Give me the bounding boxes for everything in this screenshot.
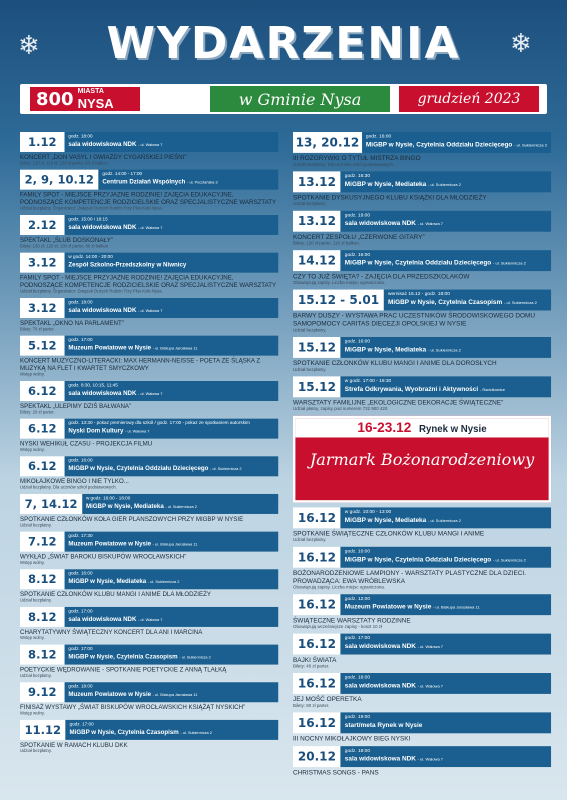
event-title: III NOCNY MIKOŁAJKOWY BIEG NYSKI bbox=[293, 734, 411, 743]
event-address: - ul. Sukiennicza 2 bbox=[427, 348, 461, 354]
event-time: godz. 13:30 - pokaz premierowy dla szkół / godz. 17:00 - pokaz ze spotkaniem autorskim bbox=[68, 420, 250, 426]
event-address: - ul. Wałowa 7 bbox=[417, 644, 444, 650]
event-address: - ul. Wałowa 7 bbox=[138, 308, 163, 314]
event-header bbox=[20, 720, 278, 740]
event-date: 1.12 bbox=[20, 132, 65, 152]
event-time: godz. 16:00 bbox=[68, 571, 93, 577]
event-place: Muzeum Powiatowe w Nysie - ul. Biskupa Jarosława 11 bbox=[68, 344, 198, 352]
event-location-box bbox=[66, 720, 278, 740]
event-title: MIKOŁAJKOWE BINGO I NIE TYLKO... bbox=[20, 477, 129, 485]
event-note: Bilety: 130 zł, 120 zł, 100 zł parter, 80 zł balkon bbox=[20, 244, 109, 249]
event-time: godz. 16:00 bbox=[365, 134, 392, 140]
event-date: 13.12 bbox=[293, 211, 341, 232]
event-place: sala widowiskowa NDK - ul. Wałowa 7 bbox=[68, 615, 163, 623]
event-location-box bbox=[65, 532, 278, 552]
event-date: 6.12 bbox=[20, 419, 65, 439]
event-date: 13, 20.12 bbox=[293, 132, 362, 153]
event-location-box bbox=[82, 494, 278, 514]
event-item bbox=[20, 607, 278, 642]
event-time: godz. 17:00 bbox=[68, 609, 93, 614]
event-item bbox=[20, 494, 278, 529]
event-location-box bbox=[384, 290, 551, 311]
event-item bbox=[20, 419, 278, 454]
event-item bbox=[20, 645, 278, 680]
event-note: Udział płatny, zapisy pod numerem 732 900 420 bbox=[293, 406, 388, 412]
event-header bbox=[293, 594, 551, 615]
event-note: Wstęp wolny. bbox=[20, 711, 45, 717]
event-address: - ul. Sukiennicza 2 bbox=[427, 182, 461, 188]
event-title: POETYCKIE WĘDROWANIE - SPOTKANIE POETYCKIE Z ANNĄ TLAŁKĄ bbox=[20, 666, 227, 674]
event-location-box bbox=[341, 250, 551, 271]
event-note: Bilety: 40 zł parter. bbox=[293, 664, 330, 669]
event-title: CZY TO JUŻ ŚWIĘTA? - ZAJĘCIA DLA PRZEDSZKOLAKÓW bbox=[293, 272, 470, 280]
event-title: WARSZTATY FAMILIJNE „EKOLOGICZNE DEKORACJE ŚWIĄTECZNE” bbox=[293, 398, 504, 407]
left-column bbox=[20, 132, 278, 758]
event-date: 6.12 bbox=[20, 381, 65, 401]
event-place: MiGBP w Nysie, Czytelnia Czasopism - ul. Sukiennicza 2 bbox=[68, 653, 211, 660]
event-place: Nyski Dom Kultury - ul. Wałowa 7 bbox=[68, 427, 150, 435]
event-place: Centrum Działań Wspólnych - ul. Pocztańska 3 bbox=[102, 178, 218, 186]
event-item bbox=[293, 290, 551, 334]
event-item bbox=[20, 215, 278, 250]
event-place: sala widowiskowa NDK - ul. Wałowa 7 bbox=[344, 219, 444, 227]
event-header bbox=[20, 170, 278, 190]
event-address: - ul. Biskupa Jarosława 11 bbox=[152, 542, 198, 547]
event-header bbox=[20, 569, 278, 589]
event-address: - ul. Wałowa 7 bbox=[125, 429, 150, 435]
event-time: godz. 17:00 bbox=[68, 646, 93, 652]
event-note: Udział bezpłatny. Organizator: Związek Dużych Rodzin Trzy Plus Koło Nysa. bbox=[20, 206, 163, 212]
event-time: godz. 18:00 bbox=[68, 300, 93, 305]
header-banner bbox=[20, 84, 547, 114]
event-time: w godz. 17:00 - 18:30 bbox=[344, 378, 392, 384]
event-date: 6.12 bbox=[20, 456, 65, 476]
event-item bbox=[20, 336, 278, 378]
event-title: KONCERT MUZYCZNO-LITERACKI: MAX HERMANN-NEISSE - POETA ZE ŚLĄSKA Z MUZYKĄ NA FLET I KWARTET SMYCZKOWY bbox=[20, 357, 261, 372]
event-location-box bbox=[65, 419, 278, 439]
event-header bbox=[293, 746, 551, 767]
event-header bbox=[20, 456, 278, 476]
event-address: - ul. Wałowa 7 bbox=[138, 617, 163, 623]
snowflake-icon: ❄ bbox=[510, 28, 532, 58]
event-title: CHRISTMAS SONGS - PANS bbox=[293, 768, 379, 776]
event-header bbox=[20, 645, 278, 665]
event-note: Udział bezpłatny. Organizator: Związek Dużych Rodzin Trzy Plus Koło Nysa. bbox=[20, 289, 163, 295]
event-location-box bbox=[341, 171, 551, 192]
jarmark-box bbox=[293, 416, 551, 503]
event-note: Bilety: 80 zł parter. bbox=[293, 703, 330, 709]
event-header bbox=[20, 253, 278, 273]
logo-number: 800 bbox=[36, 88, 74, 110]
event-title: FAMILY SPOT - MIEJSCE PRZYJAZNE RODZINIE! ZAJĘCIA EDUKACYJNE, PODNOSZĄCE KOMPETENCJE RODZICIELSKIE ORAZ SPECJALISTYCZNE WARSZTATY bbox=[20, 274, 277, 289]
event-note: Obowiązują zapisy. Liczba miejsc ograniczona. bbox=[293, 280, 386, 286]
event-place: start/meta Rynek w Nysie bbox=[344, 721, 423, 729]
event-header bbox=[293, 634, 551, 655]
event-item bbox=[293, 376, 551, 412]
event-note: Wstęp wolny. bbox=[20, 560, 45, 566]
event-time: godz. 16:00 bbox=[344, 339, 371, 345]
event-title: BAJKI ŚWIATA bbox=[293, 656, 337, 664]
event-time: w godz. 16:00 - 18:00 bbox=[85, 496, 131, 501]
event-location-box bbox=[341, 547, 551, 568]
event-location-box bbox=[341, 211, 551, 232]
event-item bbox=[293, 337, 551, 373]
event-time: godz. 8:30, 10:15, 11:45 bbox=[68, 383, 118, 388]
event-item bbox=[20, 253, 278, 295]
event-title: SPOTKANIE DYSKUSYJNEGO KLUBU KSIĄŻKI DLA MŁODZIEŻY bbox=[293, 193, 487, 202]
event-location-box bbox=[65, 569, 278, 589]
event-address: - ul. Wałowa 7 bbox=[138, 225, 163, 231]
event-place: sala widowiskowa NDK - ul. Wałowa 7 bbox=[344, 642, 444, 650]
event-address: - ul. Sukiennicza 2 bbox=[180, 730, 212, 736]
event-header bbox=[293, 171, 551, 192]
event-address: - ul. Sukiennicza 2 bbox=[147, 580, 180, 585]
event-title: WYKŁAD „ŚWIAT BAROKU BISKUPÓW WROCŁAWSKICH” bbox=[20, 553, 187, 561]
event-header bbox=[20, 336, 278, 356]
event-item bbox=[20, 720, 278, 755]
event-place: MiGBP w Nysie, Mediateka - ul. Sukiennicza 2 bbox=[68, 577, 180, 585]
event-time: godz. 19:00 bbox=[344, 213, 371, 219]
event-date: 8.12 bbox=[20, 569, 65, 589]
event-location-box bbox=[341, 337, 551, 358]
event-title: SPOTKANIE W RAMACH KLUBU DKK bbox=[20, 741, 128, 749]
event-header bbox=[20, 298, 278, 318]
event-location-box bbox=[341, 634, 551, 655]
event-date: 2, 9, 10.12 bbox=[20, 170, 99, 190]
event-place: MiGBP w Nysie, Czytelnia Czasopism - ul. Sukiennicza 2 bbox=[69, 728, 212, 736]
event-address: - ul. Wałowa 7 bbox=[417, 684, 444, 690]
event-header bbox=[293, 547, 551, 568]
event-item bbox=[20, 381, 278, 416]
event-title: SPOTKANIE CZŁONKÓW KLUBU MANGI I ANIME DLA MŁODZIEŻY bbox=[20, 590, 211, 598]
event-location-box bbox=[65, 456, 278, 476]
event-item bbox=[293, 171, 551, 207]
right-events-bottom bbox=[293, 507, 551, 776]
event-note: Wstęp wolny. bbox=[20, 636, 45, 641]
event-time: w godz. 10:00 - 13:00 bbox=[344, 509, 392, 515]
event-location-box bbox=[341, 712, 551, 733]
event-title: NYSKI WEHIKUŁ CZASU - PROJEKCJA FILMU bbox=[20, 440, 153, 448]
event-location-box bbox=[341, 376, 551, 397]
event-address: - ul. Wałowa 7 bbox=[138, 142, 163, 148]
event-item bbox=[20, 532, 278, 567]
event-place: Muzeum Powiatowe w Nysie - ul. Biskupa Jarosława 11 bbox=[344, 603, 480, 611]
event-time: godz. 18:00 bbox=[68, 134, 93, 139]
event-time: godz. 16:00 bbox=[68, 458, 93, 464]
event-title: SPEKTAKL „ULEPIMY DZIŚ BAŁWANA” bbox=[20, 402, 132, 410]
event-time: godz. 18:00 bbox=[344, 675, 371, 681]
event-item bbox=[293, 547, 551, 591]
event-address: - ul. Biskupa Jarosława 11 bbox=[433, 605, 480, 611]
event-location-box bbox=[65, 381, 278, 401]
event-header bbox=[20, 682, 278, 702]
event-place: MiGBP w Nysie, Mediateka - ul. Sukiennicza 2 bbox=[344, 345, 461, 354]
event-header bbox=[293, 337, 551, 358]
event-location-box bbox=[65, 607, 278, 627]
event-address: - ul. Sukiennicza 2 bbox=[210, 467, 242, 472]
event-header bbox=[293, 712, 551, 733]
event-date: 20.12 bbox=[293, 746, 341, 767]
event-note: Udział bezpłatny. Dla uczniów szkół podstawowych. bbox=[20, 485, 117, 491]
event-header bbox=[293, 132, 551, 153]
event-place: sala widowiskowa NDK - ul. Wałowa 7 bbox=[68, 389, 163, 397]
event-header bbox=[293, 290, 551, 311]
event-time: w godz. 14:00 - 20:00 bbox=[68, 254, 113, 260]
event-header bbox=[20, 419, 278, 439]
event-note: Udział bezpłatny. bbox=[293, 328, 327, 333]
event-note: Bilety: 70 zł parter. bbox=[20, 327, 55, 332]
event-item bbox=[20, 298, 278, 333]
event-item bbox=[293, 634, 551, 670]
event-note: Bilety: 120 zł parter, 110 zł balkon. bbox=[293, 241, 361, 247]
event-place: sala widowiskowa NDK - ul. Wałowa 7 bbox=[344, 681, 444, 690]
event-time: godz. 17:30 bbox=[68, 533, 93, 539]
event-item bbox=[293, 746, 551, 777]
event-note: Bilety: 120 zł, 110 zł, 100 zł parter, 60 zł balkon. bbox=[20, 161, 109, 166]
event-address: - ul. Sukiennicza 2 bbox=[493, 558, 526, 563]
event-item bbox=[293, 673, 551, 709]
event-item bbox=[20, 170, 278, 212]
event-date: 16.12 bbox=[293, 547, 341, 568]
event-location-box bbox=[65, 253, 278, 273]
event-note: Udział bezpłatny. bbox=[20, 523, 52, 528]
event-note: Bilety: 20 zł parter. bbox=[20, 410, 55, 415]
event-place: Zespół Szkolno-Przedszkolny w Niwnicy bbox=[68, 261, 187, 269]
event-time: godz. 16:00 bbox=[344, 252, 371, 258]
event-header bbox=[293, 250, 551, 271]
event-location-box bbox=[341, 507, 551, 528]
event-location-box bbox=[65, 298, 278, 318]
event-date: 16.12 bbox=[293, 594, 341, 615]
event-location-box bbox=[65, 132, 278, 152]
event-date: 16.12 bbox=[293, 634, 341, 655]
event-address: - Radzikowice bbox=[479, 387, 505, 393]
right-column bbox=[293, 132, 551, 780]
event-date: 3.12 bbox=[20, 253, 65, 273]
event-location-box bbox=[65, 336, 278, 356]
event-header bbox=[20, 607, 278, 627]
event-item bbox=[293, 507, 551, 543]
event-item bbox=[20, 682, 278, 717]
event-address: - ul. Sukiennicza 2 bbox=[493, 261, 526, 267]
event-title: SPEKTAKL „OKNO NA PARLAMENT” bbox=[20, 319, 124, 327]
event-time: wernisaż 15.12 - godz. 18:00 bbox=[387, 291, 450, 297]
event-date: 13.12 bbox=[293, 171, 341, 192]
event-item bbox=[293, 132, 551, 168]
event-place: sala widowiskowa NDK - ul. Wałowa 7 bbox=[68, 306, 163, 314]
event-time: godz. 14:00 - 17:00 bbox=[102, 171, 143, 177]
event-time: godz. 17:00 bbox=[69, 722, 94, 727]
event-title: SPOTKANIE CZŁONKÓW KLUBU MANGI I ANIME DLA DOROSŁYCH bbox=[293, 359, 497, 367]
event-date: 11.12 bbox=[20, 720, 66, 740]
event-title: KONCERT ZESPOŁU „CZERWONE GITARY” bbox=[293, 233, 425, 241]
event-header bbox=[20, 532, 278, 552]
event-date: 16.12 bbox=[293, 507, 341, 528]
event-place: MiGBP w Nysie, Czytelnia Oddziału Dziecięcego - ul. Sukiennicza 2 bbox=[344, 555, 526, 563]
event-location-box bbox=[362, 132, 551, 153]
event-date: 14.12 bbox=[293, 250, 341, 271]
event-date: 2.12 bbox=[20, 215, 65, 235]
event-header bbox=[20, 215, 278, 235]
event-date: 9.12 bbox=[20, 682, 65, 702]
event-address: - ul. Wałowa 7 bbox=[417, 222, 444, 227]
event-time: godz. 10:00 bbox=[344, 549, 371, 555]
event-item bbox=[20, 569, 278, 604]
snowflake-icon: ❄ bbox=[18, 30, 40, 60]
event-address: - ul. Wałowa 7 bbox=[138, 391, 163, 397]
event-place: MiGBP w Nysie, Czytelnia Oddziału Dziecięcego - ul. Sukiennicza 2 bbox=[68, 464, 242, 472]
event-location-box bbox=[341, 673, 551, 694]
event-address: - ul. Sukiennicza 2 bbox=[514, 143, 547, 149]
event-place: MiGBP w Nysie, Mediateka - ul. Sukiennicza 2 bbox=[344, 180, 461, 188]
event-date: 15.12 bbox=[293, 376, 341, 397]
event-time: godz. 17:00 bbox=[68, 337, 93, 343]
event-place: sala widowiskowa NDK - ul. Wałowa 7 bbox=[68, 223, 163, 231]
event-title: SPEKTAKL „ŚLUB DOSKONAŁY” bbox=[20, 236, 113, 244]
event-header bbox=[20, 494, 278, 514]
event-title: JEJ MOŚĆ OPERETKA bbox=[293, 695, 362, 703]
event-date: 7.12 bbox=[20, 532, 65, 552]
event-header bbox=[293, 673, 551, 694]
event-time: godz. 12:00 bbox=[344, 596, 371, 602]
jarmark-date: 16-23.12 Rynek w Nysie bbox=[295, 418, 548, 437]
month-label: grudzień 2023 bbox=[399, 86, 539, 112]
event-date: 8.12 bbox=[20, 645, 65, 665]
event-title: ŚWIĄTECZNE WARSZTATY RODZINNE bbox=[293, 616, 411, 624]
event-location-box bbox=[341, 594, 551, 615]
event-time: godz. 18:00 bbox=[344, 748, 371, 754]
subtitle: w Gminie Nysa bbox=[210, 86, 390, 112]
header bbox=[0, 0, 567, 118]
event-place: MiGBP w Nysie, Czytelnia Oddziału Dziecięcego - ul. Sukiennicza 2 bbox=[344, 259, 526, 267]
event-time: godz. 18:00 bbox=[68, 684, 93, 690]
event-place: MiGBP w Nysie, Mediateka - ul. Sukiennicza 2 bbox=[85, 502, 197, 510]
event-location-box bbox=[99, 170, 278, 190]
event-address: - ul. Wałowa 7 bbox=[417, 757, 444, 763]
event-date: 7, 14.12 bbox=[20, 494, 82, 514]
event-place: sala widowiskowa NDK - ul. Wałowa 7 bbox=[344, 755, 444, 763]
event-place: MiGBP w Nysie, Mediateka - ul. Sukiennicza 2 bbox=[344, 516, 461, 524]
event-date: 15.12 - 5.01 bbox=[293, 290, 384, 311]
event-note: Udział bezpłatny. bbox=[293, 537, 327, 543]
event-location-box bbox=[65, 682, 278, 702]
event-place: Muzeum Powiatowe w Nysie - ul. Biskupa Jarosława 11 bbox=[68, 540, 198, 547]
page-title: WYDARZENIA bbox=[106, 18, 461, 69]
event-address: - ul. Sukiennicza 2 bbox=[179, 655, 211, 660]
event-title: CHARYTATYWNY ŚWIĄTECZNY KONCERT DLA ANI I MARCINA bbox=[20, 628, 203, 636]
event-header bbox=[293, 507, 551, 528]
event-note: Udział bezpłatny. bbox=[293, 201, 327, 207]
event-note: Wstęp wolny. bbox=[20, 372, 45, 378]
event-date: 8.12 bbox=[20, 607, 65, 627]
event-title: SPOTKANIE CZŁONKÓW KOŁA GIER PLANSZOWYCH PRZY MIGBP W NYSIE bbox=[20, 515, 244, 523]
event-note: Udział bezpłatny. bbox=[293, 367, 327, 373]
event-header bbox=[20, 132, 278, 152]
right-events-top bbox=[293, 132, 551, 413]
event-address: - ul. Sukiennicza 2 bbox=[504, 300, 537, 306]
event-place: Strefa Odkrywania, Wyobraźni i Aktywności - Radzikowice bbox=[344, 385, 505, 393]
event-title: FINISAŻ WYSTAWY „ŚWIAT BISKUPÓW WROCŁAWSKICH KSIĄŻĄT NYSKICH” bbox=[20, 703, 246, 711]
event-note: Udział bezpłatny. bbox=[20, 598, 52, 604]
city-logo bbox=[30, 87, 140, 111]
event-title: FAMILY SPOT - MIEJSCE PRZYJAZNE RODZINIE! ZAJĘCIA EDUKACYJNE, PODNOSZĄCE KOMPETENCJE RODZICIELSKIE ORAZ SPECJALISTYCZNE WARSZTATY bbox=[20, 191, 277, 206]
event-title: BOŻONARODZENIOWE LAMPIONY - WARSZTATY PLASTYCZNE DLA DZIECI. PROWADZĄCA: EWA WRÓBLEWSKA bbox=[293, 569, 526, 585]
event-address: - ul. Biskupa Jarosława 11 bbox=[152, 693, 198, 698]
event-date: 5.12 bbox=[20, 336, 65, 356]
event-place: MiGBP w Nysie, Czytelnia Oddziału Dziecięcego - ul. Sukiennicza 2 bbox=[365, 140, 547, 149]
event-address: - ul. Pocztańska 3 bbox=[187, 180, 218, 186]
event-note: Obowiązują wcześniejsze zapisy - koszt 10 zł bbox=[293, 624, 382, 630]
event-time: godz. 16:30 bbox=[344, 173, 371, 179]
event-note: Obowiązują zapisy. Liczba miejsc ograniczona. bbox=[293, 585, 386, 591]
event-item bbox=[293, 594, 551, 630]
event-note: Wstęp wolny. bbox=[20, 447, 45, 453]
event-location-box bbox=[65, 645, 278, 665]
event-place: MiGBP w Nysie, Czytelnia Czasopism - ul. Sukiennicza 2 bbox=[387, 298, 537, 306]
event-item bbox=[293, 211, 551, 247]
event-item bbox=[20, 456, 278, 491]
event-item bbox=[293, 250, 551, 286]
event-date: 3.12 bbox=[20, 298, 65, 318]
event-title: III ROZGRYWKI O TYTUŁ MISTRZA BINGO bbox=[293, 154, 421, 162]
event-location-box bbox=[341, 746, 551, 767]
event-time: godz. 19:00 bbox=[344, 714, 371, 720]
logo-text: MIASTA NYSA bbox=[77, 87, 114, 111]
event-header bbox=[293, 211, 551, 232]
event-date: 16.12 bbox=[293, 712, 341, 733]
event-title: BARWY DUSZY - WYSTAWA PRAC UCZESTNIKÓW ŚRODOWISKOWEGO DOMU SAMOPOMOCY CARITAS DIECEZJI OPOLSKIEJ W NYSIE bbox=[293, 312, 536, 328]
event-title: KONCERT „DON VASYL I GWIAZDY CYGAŃSKIEJ PIEŚNI” bbox=[20, 153, 187, 161]
event-date: 15.12 bbox=[293, 337, 341, 358]
event-item bbox=[293, 712, 551, 743]
event-time: godz. 15:00 i 18:15 bbox=[68, 217, 108, 222]
event-note: Udział bezpłatny. bbox=[20, 673, 52, 679]
event-address: - ul. Biskupa Jarosława 11 bbox=[152, 346, 198, 352]
event-place: sala widowiskowa NDK - ul. Wałowa 7 bbox=[68, 140, 163, 148]
event-note: Udział bezpłatny. Dla uczniów szkół podstawowych. bbox=[293, 162, 395, 168]
event-note: Udział bezpłatny. bbox=[20, 749, 52, 754]
event-address: - ul. Sukiennicza 2 bbox=[165, 504, 197, 510]
event-date: 16.12 bbox=[293, 673, 341, 694]
event-place: Muzeum Powiatowe w Nysie - ul. Biskupa Jarosława 11 bbox=[68, 690, 198, 698]
event-header bbox=[293, 376, 551, 397]
jarmark-title: Jarmark Bożonarodzeniowy bbox=[309, 449, 535, 469]
event-title: SPOTKANIE ŚWIĄTECZNE CZŁONKÓW KLUBU MANGI I ANIME bbox=[293, 529, 485, 538]
event-location-box bbox=[65, 215, 278, 235]
event-item bbox=[20, 132, 278, 167]
event-header bbox=[20, 381, 278, 401]
event-time: godz. 17:00 bbox=[344, 636, 371, 641]
event-address: - ul. Sukiennicza 2 bbox=[427, 518, 461, 524]
